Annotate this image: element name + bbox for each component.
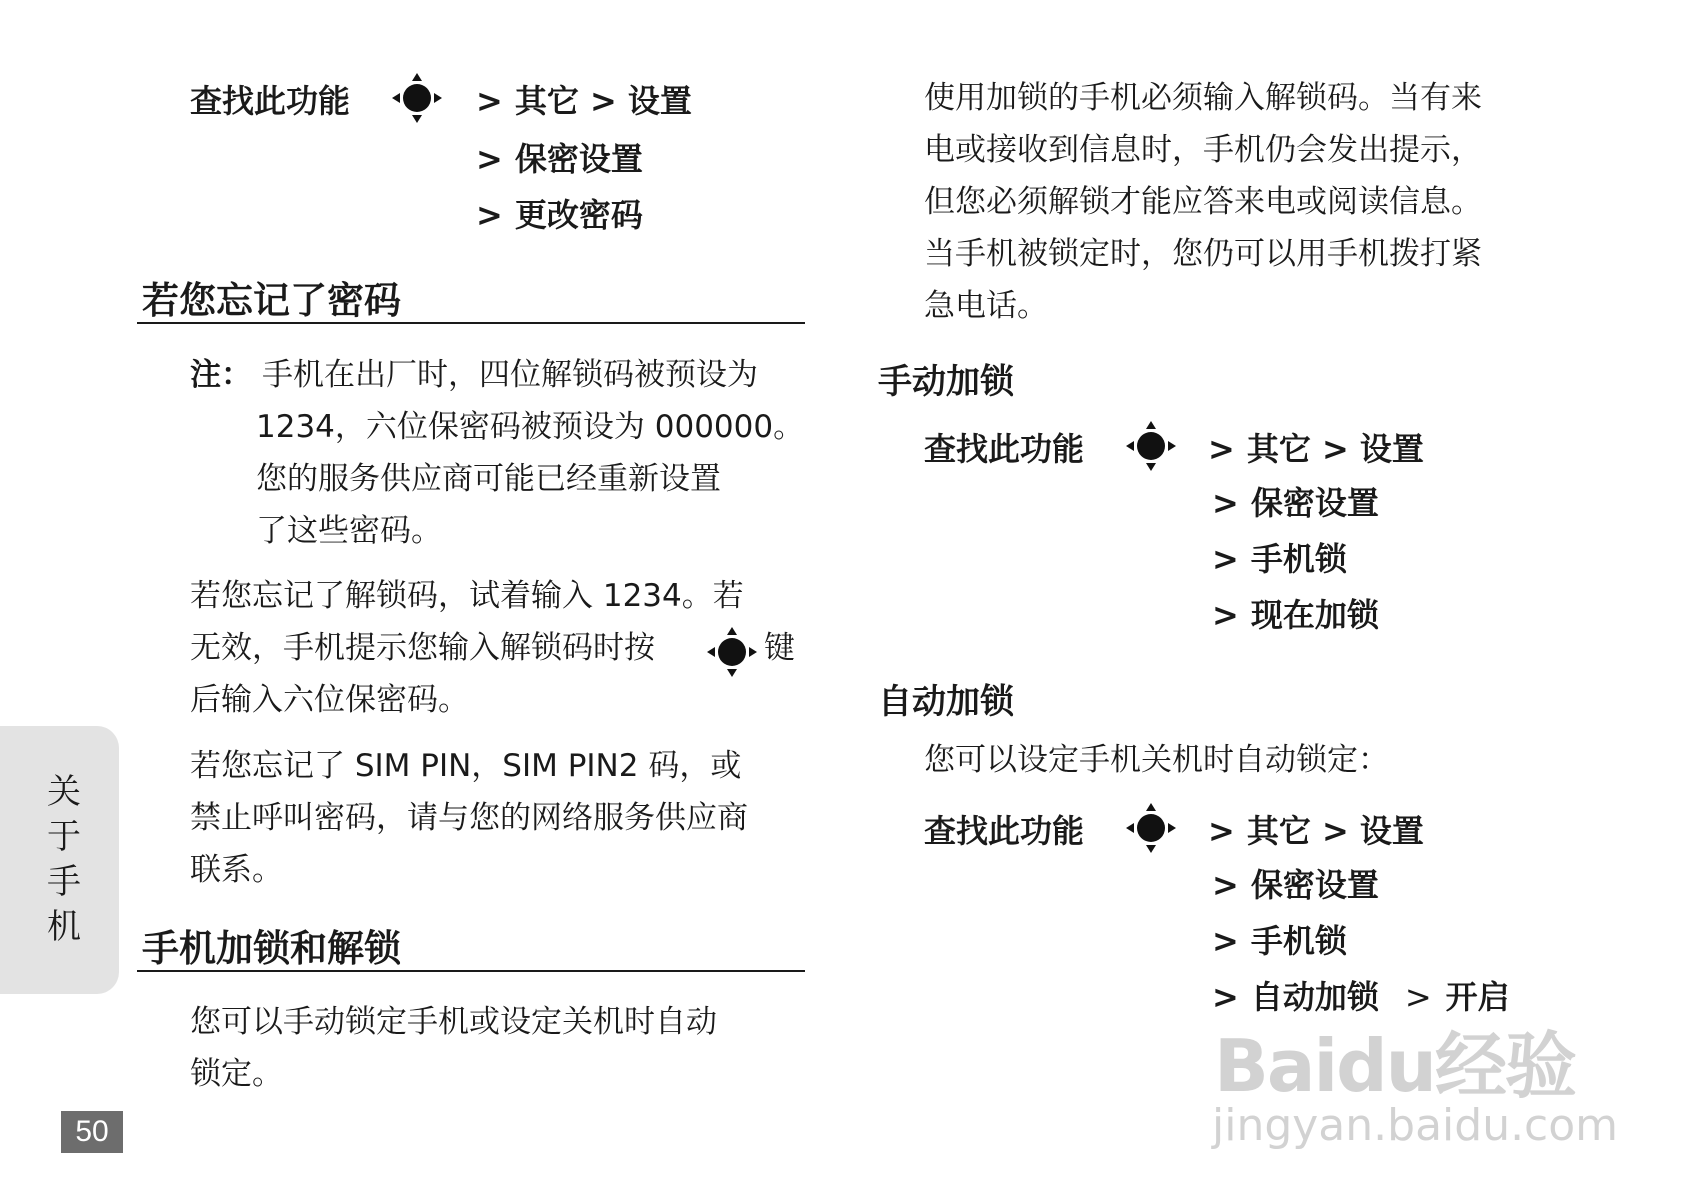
section-divider — [137, 322, 805, 324]
path-item: > 保密设置 — [476, 140, 643, 178]
paragraph-line: 电或接收到信息时，手机仍会发出提示， — [924, 132, 1482, 168]
nav-key-icon — [1125, 420, 1177, 472]
note-label: 注： — [190, 357, 252, 393]
paragraph-line: 若您忘记了 SIM PIN，SIM PIN2 码，或 — [190, 748, 742, 784]
paragraph-line: 您可以设定手机关机时自动锁定： — [924, 742, 1389, 778]
path-item: > 自动加锁 > 开启 — [1212, 978, 1510, 1016]
nav-key-icon — [1125, 802, 1177, 854]
paragraph-line: 键 — [764, 630, 795, 666]
side-tab-label: 关 于 手 机 — [47, 772, 81, 947]
paragraph-line: 但您必须解锁才能应答来电或阅读信息。 — [924, 184, 1482, 220]
note-line: 手机在出厂时，四位解锁码被预设为 — [262, 357, 758, 393]
path-item: > 其它 > 设置 — [1208, 812, 1424, 850]
nav-key-icon — [706, 626, 758, 678]
path-item: > 现在加锁 — [1212, 596, 1379, 634]
subsection-title: 手动加锁 — [878, 362, 1014, 402]
path-item: > 其它 > 设置 — [476, 82, 692, 120]
find-feature-label: 查找此功能 — [924, 430, 1085, 468]
find-feature-label: 查找此功能 — [924, 812, 1085, 850]
paragraph-line: 联系。 — [190, 852, 283, 888]
find-feature-label: 查找此功能 — [190, 82, 351, 120]
paragraph-line: 您可以手动锁定手机或设定关机时自动 — [190, 1004, 717, 1040]
paragraph-line: 无效，手机提示您输入解锁码时按 — [190, 630, 655, 666]
path-item: > 其它 > 设置 — [1208, 430, 1424, 468]
path-item: > 手机锁 — [1212, 540, 1347, 578]
paragraph-line: 禁止呼叫密码，请与您的网络服务供应商 — [190, 800, 748, 836]
paragraph-line: 急电话。 — [924, 288, 1048, 324]
watermark-url: jingyan.baidu.com — [1212, 1100, 1619, 1151]
note-line: 了这些密码。 — [256, 513, 442, 549]
paragraph-line: 使用加锁的手机必须输入解锁码。当有来 — [924, 80, 1482, 116]
path-item: > 保密设置 — [1212, 866, 1379, 904]
page-number: 50 — [61, 1111, 123, 1153]
section-title: 若您忘记了密码 — [142, 279, 401, 322]
note-line: 1234，六位保密码被预设为 000000。 — [256, 409, 805, 445]
watermark-logo: Baidu经验 — [1214, 1024, 1575, 1108]
note-line: 您的服务供应商可能已经重新设置 — [256, 461, 721, 497]
paragraph-line: 锁定。 — [190, 1056, 283, 1092]
path-item: > 手机锁 — [1212, 922, 1347, 960]
subsection-title: 自动加锁 — [878, 682, 1014, 722]
paragraph-line: 后输入六位保密码。 — [190, 682, 469, 718]
paragraph-line: 当手机被锁定时，您仍可以用手机拨打紧 — [924, 236, 1482, 272]
paragraph-line: 若您忘记了解锁码，试着输入 1234。若 — [190, 578, 744, 614]
path-item: > 更改密码 — [476, 196, 643, 234]
nav-key-icon — [391, 72, 443, 124]
path-item: > 保密设置 — [1212, 484, 1379, 522]
section-title: 手机加锁和解锁 — [142, 927, 401, 970]
section-divider — [137, 970, 805, 972]
